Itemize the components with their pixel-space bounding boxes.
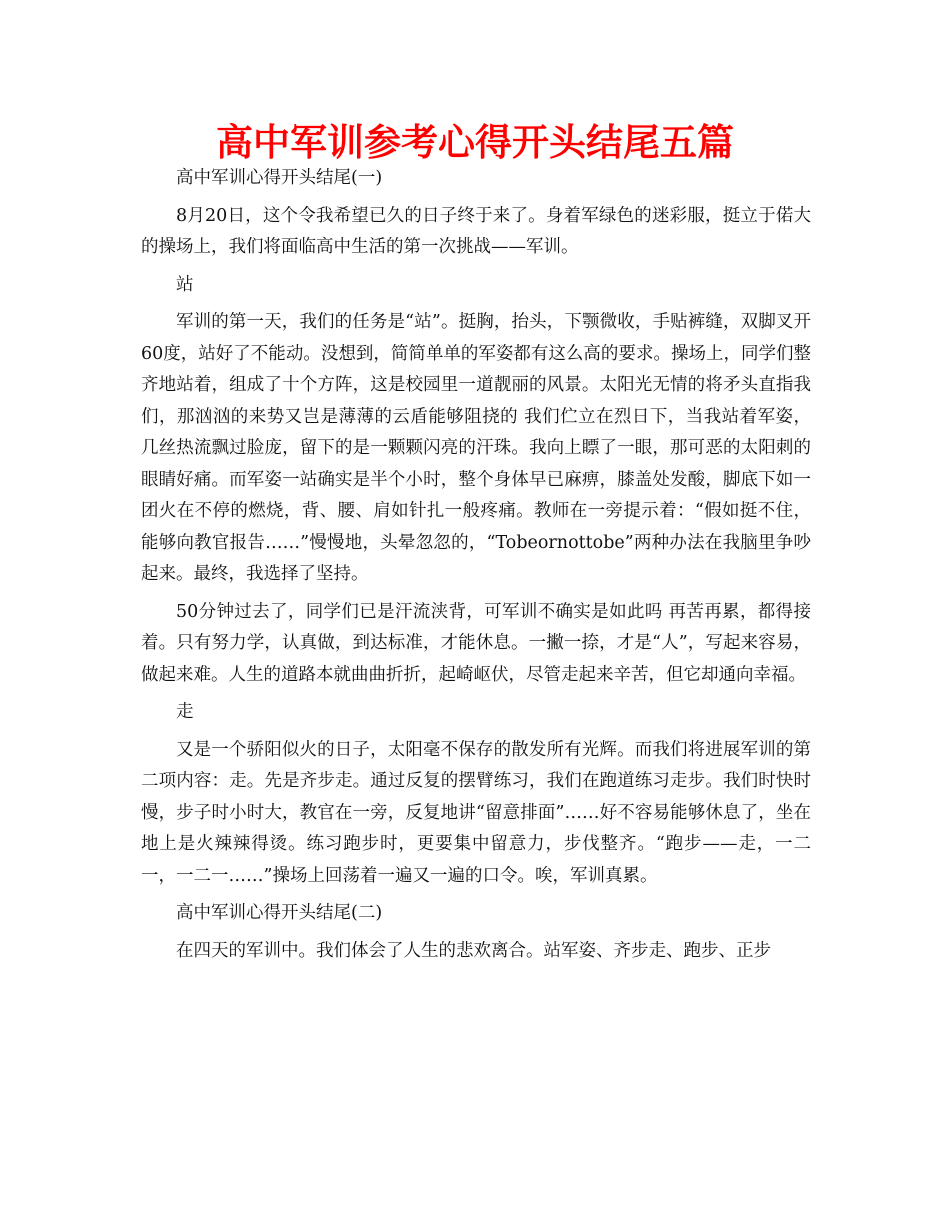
paragraph-stand: 军训的第一天，我们的任务是“站”。挺胸，抬头，下颚微收，手贴裤缝，双脚叉开60度，站好了不能动。没想到，简简单单的军姿都有这么高的要求。操场上，同学们整齐地站着，组成了十个方阵，这是校园里一道靓丽的风景。太阳光无情的将矛头直指我们，那汹汹的来势又岂是薄薄的云盾能够阻挠的 我们伫立在烈日下，当我站着军姿，几丝热流飘过脸庞，留下的是一颗颗闪亮的汗珠。我向上瞟了一眼，那可恶的太阳刺的眼睛好痛。而军姿一站确实是半个小时，整个身体早已麻痹，膝盖处发酸，脚底下如一团火在不停的燃烧，背、腰、肩如针扎一般疼痛。教师在一旁提示着：“假如挺不住，能够向教官报告……”慢慢地，头晕忽忽的，“Tobeornottobe”两种办法在我脑里争吵起来。最终，我选择了坚持。 [141, 312, 811, 584]
section-heading-1: 高中军训心得开头结尾(一) [176, 168, 383, 188]
paragraph-intro: 8月20日，这个令我希望已久的日子终于来了。身着军绿色的迷彩服，挺立于偌大的操场上，我们将面临高中生活的第一次挑战——军训。 [141, 205, 811, 257]
subheading-walk: 走 [176, 702, 194, 722]
paragraph-fifty-minutes: 50分钟过去了，同学们已是汗流浃背，可军训不确实是如此吗 再苦再累，都得接着。只有努力学，认真做，到达标准，才能休息。一撇一捺，才是“人”，写起来容易，做起来难。人生的道路本就曲曲折折，起崎岖伏，尽管走起来辛苦，但它却通向幸福。 [141, 601, 811, 685]
document-title: 高中军训参考心得开头结尾五篇 [216, 121, 734, 164]
paragraph-walk: 又是一个骄阳似火的日子，太阳毫不保存的散发所有光辉。而我们将进展军训的第二项内容：走。先是齐步走。通过反复的摆臂练习，我们在跑道练习走步。我们时快时慢，步子时小时大，教官在一旁，反复地讲“留意排面”……好不容易能够休息了，坐在地上是火辣辣得烫。练习跑步时，更要集中留意力，步伐整齐。“跑步——走，一二一，一二一……”操场上回荡着一遍又一遍的口令。唉，军训真累。 [141, 739, 811, 886]
paragraph-four-days: 在四天的军训中。我们体会了人生的悲欢离合。站军姿、齐步走、跑步、正步 [176, 940, 771, 961]
document-body [141, 163, 811, 973]
section-heading-2: 高中军训心得开头结尾(二) [176, 903, 383, 923]
subheading-stand: 站 [176, 274, 194, 295]
